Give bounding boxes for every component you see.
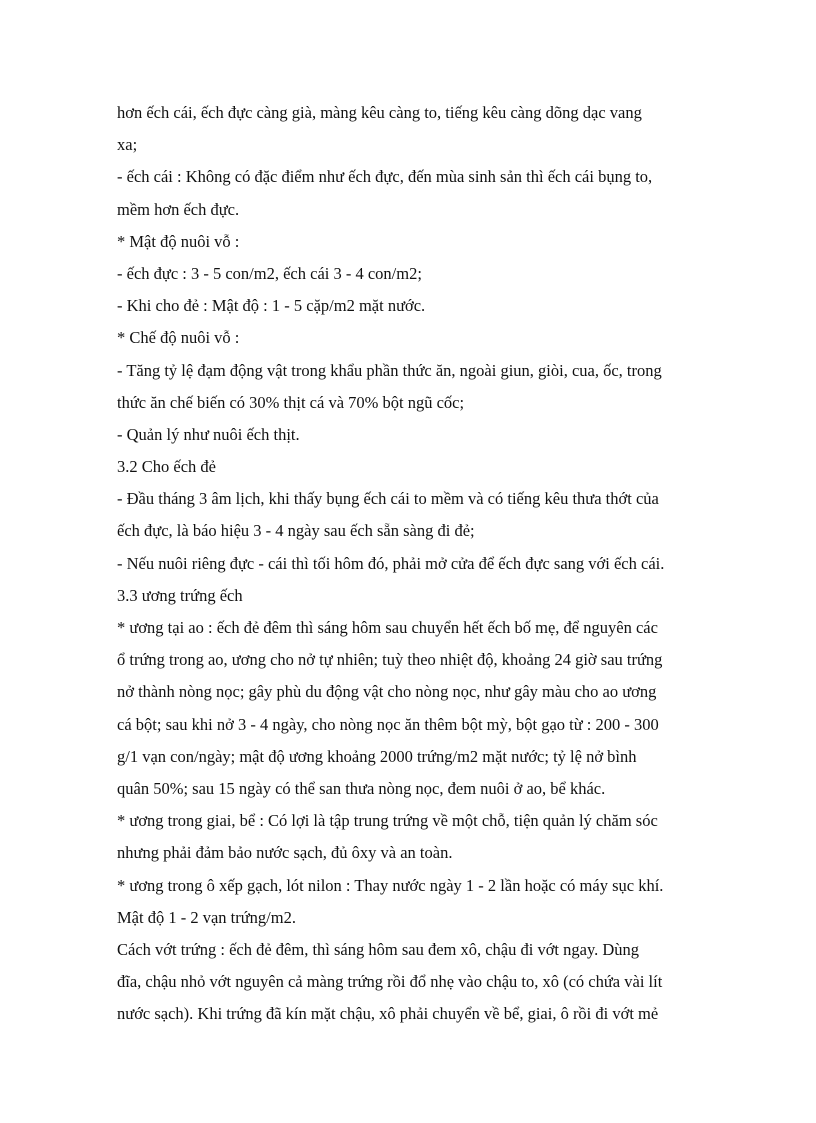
- text-line: - Nếu nuôi riêng đực - cái thì tối hôm đó, phải mở cửa để ếch đực sang với ếch cái.: [117, 553, 665, 573]
- section-heading: * Chế độ nuôi vỗ :: [117, 328, 240, 348]
- text-line: mềm hơn ếch đực.: [117, 199, 240, 219]
- text-line: - ếch cái : Không có đặc điểm như ếch đực, đến mùa sinh sản thì ếch cái bụng to,: [117, 167, 653, 187]
- text-line: - Khi cho đẻ : Mật độ : 1 - 5 cặp/m2 mặt nước.: [117, 296, 426, 316]
- text-line: - Đầu tháng 3 âm lịch, khi thấy bụng ếch cái to mềm và có tiếng kêu thưa thớt của: [117, 489, 659, 509]
- section-heading: 3.2 Cho ếch đẻ: [117, 457, 216, 477]
- text-line: ếch đực, là báo hiệu 3 - 4 ngày sau ếch sẵn sàng đi đẻ;: [117, 521, 475, 541]
- text-line: đĩa, chậu nhỏ vớt nguyên cả màng trứng rồi đổ nhẹ vào chậu to, xô (có chứa vài lít: [117, 972, 663, 992]
- text-line: xa;: [117, 135, 138, 155]
- text-line: Mật độ 1 - 2 vạn trứng/m2.: [117, 907, 296, 927]
- text-line: thức ăn chế biến có 30% thịt cá và 70% bột ngũ cốc;: [117, 392, 465, 412]
- text-line: quân 50%; sau 15 ngày có thể san thưa nòng nọc, đem nuôi ở ao, bể khác.: [117, 778, 606, 798]
- text-line: cá bột; sau khi nở 3 - 4 ngày, cho nòng nọc ăn thêm bột mỳ, bột gạo từ : 200 - 300: [117, 714, 659, 734]
- text-line: - Tăng tỷ lệ đạm động vật trong khẩu phần thức ăn, ngoài giun, giòi, cua, ốc, trong: [117, 360, 662, 380]
- text-line: * ương trong ô xếp gạch, lót nilon : Thay nước ngày 1 - 2 lần hoặc có máy sục khí.: [117, 875, 664, 895]
- text-line: - ếch đực : 3 - 5 con/m2, ếch cái 3 - 4 con/m2;: [117, 263, 422, 283]
- text-line: nước sạch). Khi trứng đã kín mặt chậu, xô phải chuyển về bể, giai, ô rồi đi vớt mẻ: [117, 1004, 659, 1024]
- text-line: Cách vớt trứng : ếch đẻ đêm, thì sáng hôm sau đem xô, chậu đi vớt ngay. Dùng: [117, 939, 640, 959]
- section-heading: * Mật độ nuôi vỗ :: [117, 231, 240, 251]
- section-heading: 3.3 ương trứng ếch: [117, 585, 243, 605]
- text-line: hơn ếch cái, ếch đực càng già, màng kêu càng to, tiếng kêu càng dõng dạc vang: [117, 103, 642, 122]
- text-line: - Quản lý như nuôi ếch thịt.: [117, 424, 300, 444]
- text-line: * ương tại ao : ếch đẻ đêm thì sáng hôm sau chuyển hết ếch bố mẹ, để nguyên các: [117, 618, 658, 637]
- text-line: g/1 vạn con/ngày; mật độ ương khoảng 2000 trứng/m2 mặt nước; tỷ lệ nở bình: [117, 746, 637, 766]
- text-line: nhưng phải đảm bảo nước sạch, đủ ôxy và an toàn.: [117, 843, 453, 863]
- document-page: [117, 97, 702, 1030]
- text-line: * ương trong giai, bể : Có lợi là tập trung trứng về một chỗ, tiện quản lý chăm sóc: [117, 811, 658, 831]
- text-line: nở thành nòng nọc; gây phù du động vật cho nòng nọc, như gây màu cho ao ương: [117, 682, 657, 702]
- text-line: ổ trứng trong ao, ương cho nở tự nhiên; tuỳ theo nhiệt độ, khoảng 24 giờ sau trứng: [117, 650, 663, 670]
